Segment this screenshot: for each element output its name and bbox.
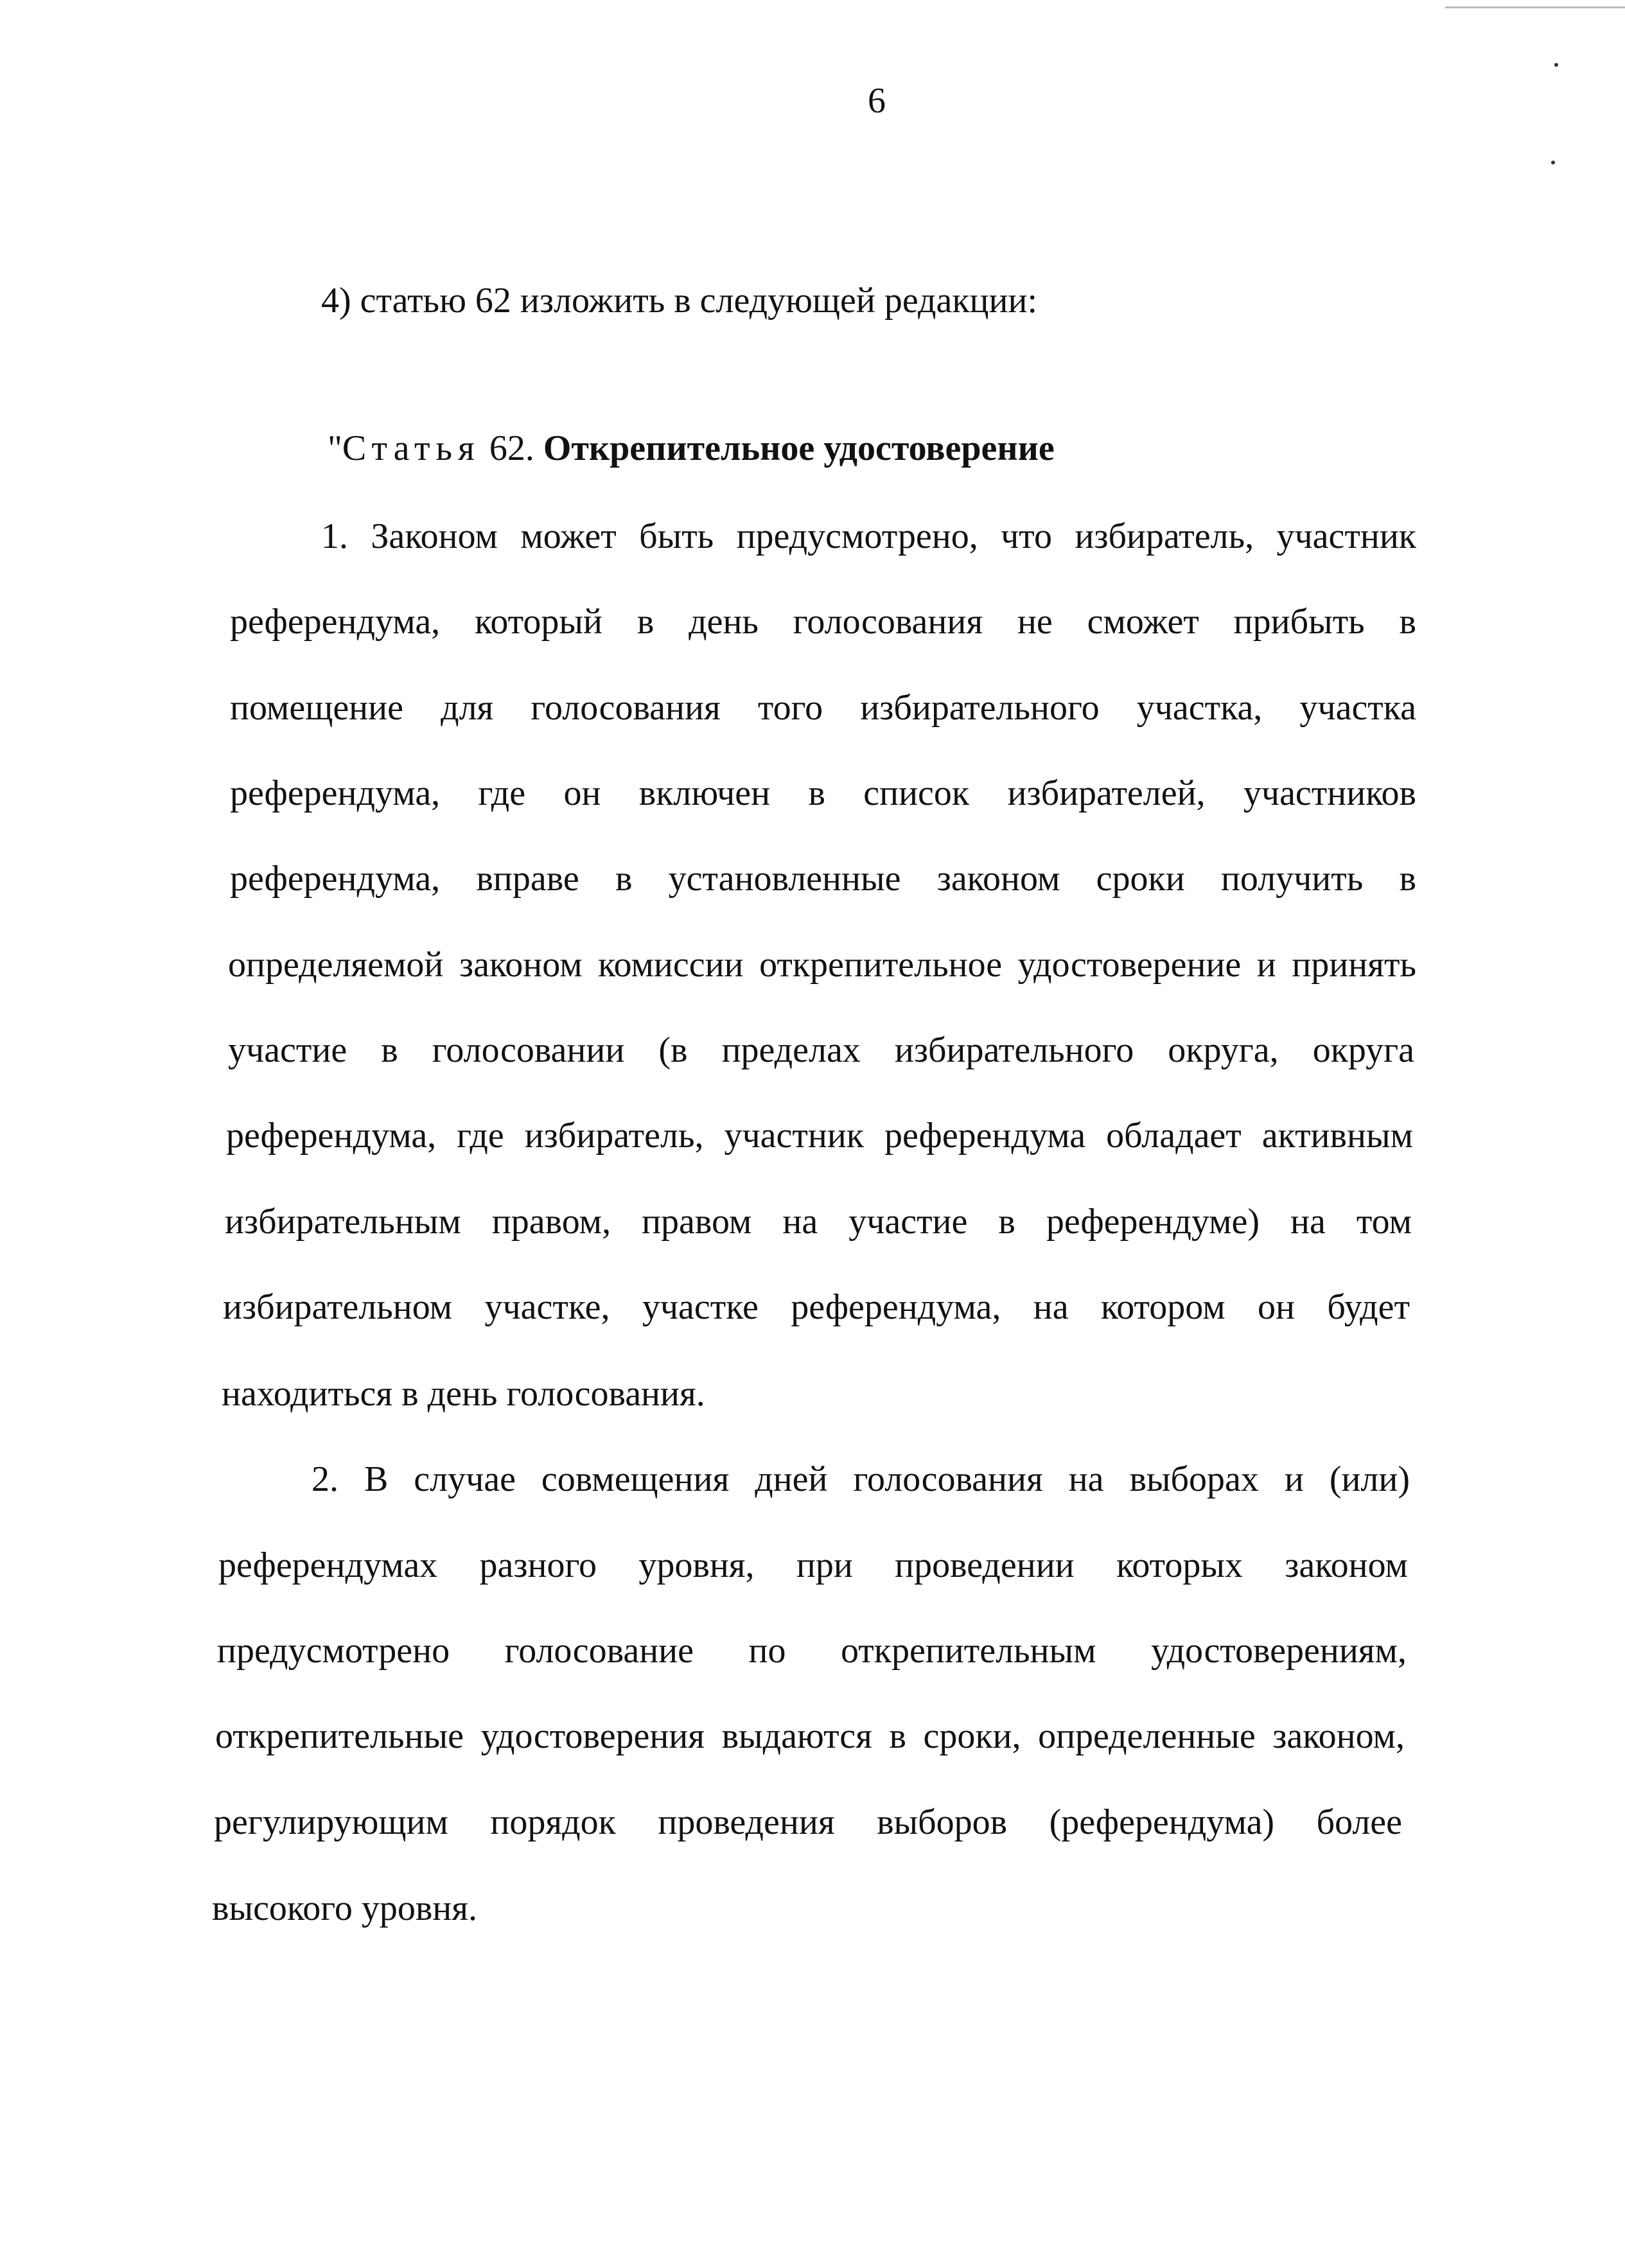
- paragraph2-line: референдумах разного уровня, при проведении которых законом: [218, 1545, 1408, 1585]
- article-word: Статья: [342, 428, 480, 468]
- paragraph1-last-line: находиться в день голосования.: [222, 1374, 705, 1414]
- paragraph1-line: избирательном участке, участке референдума, на котором он будет: [223, 1287, 1410, 1327]
- paragraph1-line: помещение для голосования того избирательного участка, участка: [230, 688, 1416, 728]
- article-heading: [328, 429, 1055, 469]
- scan-edge-line: [1445, 6, 1625, 8]
- intro-line: 4) статью 62 изложить в следующей редакции:: [321, 281, 1037, 321]
- paragraph1-line: участие в голосовании (в пределах избирательного округа, округа: [228, 1030, 1414, 1070]
- paragraph2-line: 2. В случае совмещения дней голосования на выборах и (или): [312, 1459, 1410, 1499]
- article-quote: ": [328, 428, 342, 468]
- paragraph1-line: определяемой законом комиссии открепительное удостоверение и принять: [228, 945, 1416, 985]
- paragraph2-line: предусмотрено голосование по открепительным удостоверениям,: [217, 1631, 1407, 1671]
- article-title: Открепительное удостоверение: [543, 428, 1055, 468]
- paragraph1-line: референдума, где избиратель, участник референдума обладает активным: [226, 1116, 1413, 1156]
- paragraph2-line: открепительные удостоверения выдаются в сроки, определенные законом,: [215, 1716, 1405, 1756]
- paragraph2-last-line: высокого уровня.: [212, 1888, 478, 1928]
- paragraph1-line: референдума, который в день голосования не сможет прибыть в: [230, 602, 1416, 642]
- scan-dot: [1554, 63, 1558, 67]
- page-number: 6: [868, 81, 886, 121]
- scan-dot: [1551, 161, 1555, 164]
- paragraph1-line: избирательным правом, правом на участие в референдуме) на том: [225, 1202, 1412, 1242]
- article-number: 62.: [489, 428, 534, 468]
- paragraph2-line: регулирующим порядок проведения выборов (референдума) более: [214, 1802, 1402, 1842]
- paragraph1-line: референдума, вправе в установленные законом сроки получить в: [230, 859, 1416, 899]
- paragraph1-line: референдума, где он включен в список избирателей, участников: [230, 773, 1416, 813]
- paragraph1-line: 1. Законом может быть предусмотрено, что избиратель, участник: [321, 516, 1416, 556]
